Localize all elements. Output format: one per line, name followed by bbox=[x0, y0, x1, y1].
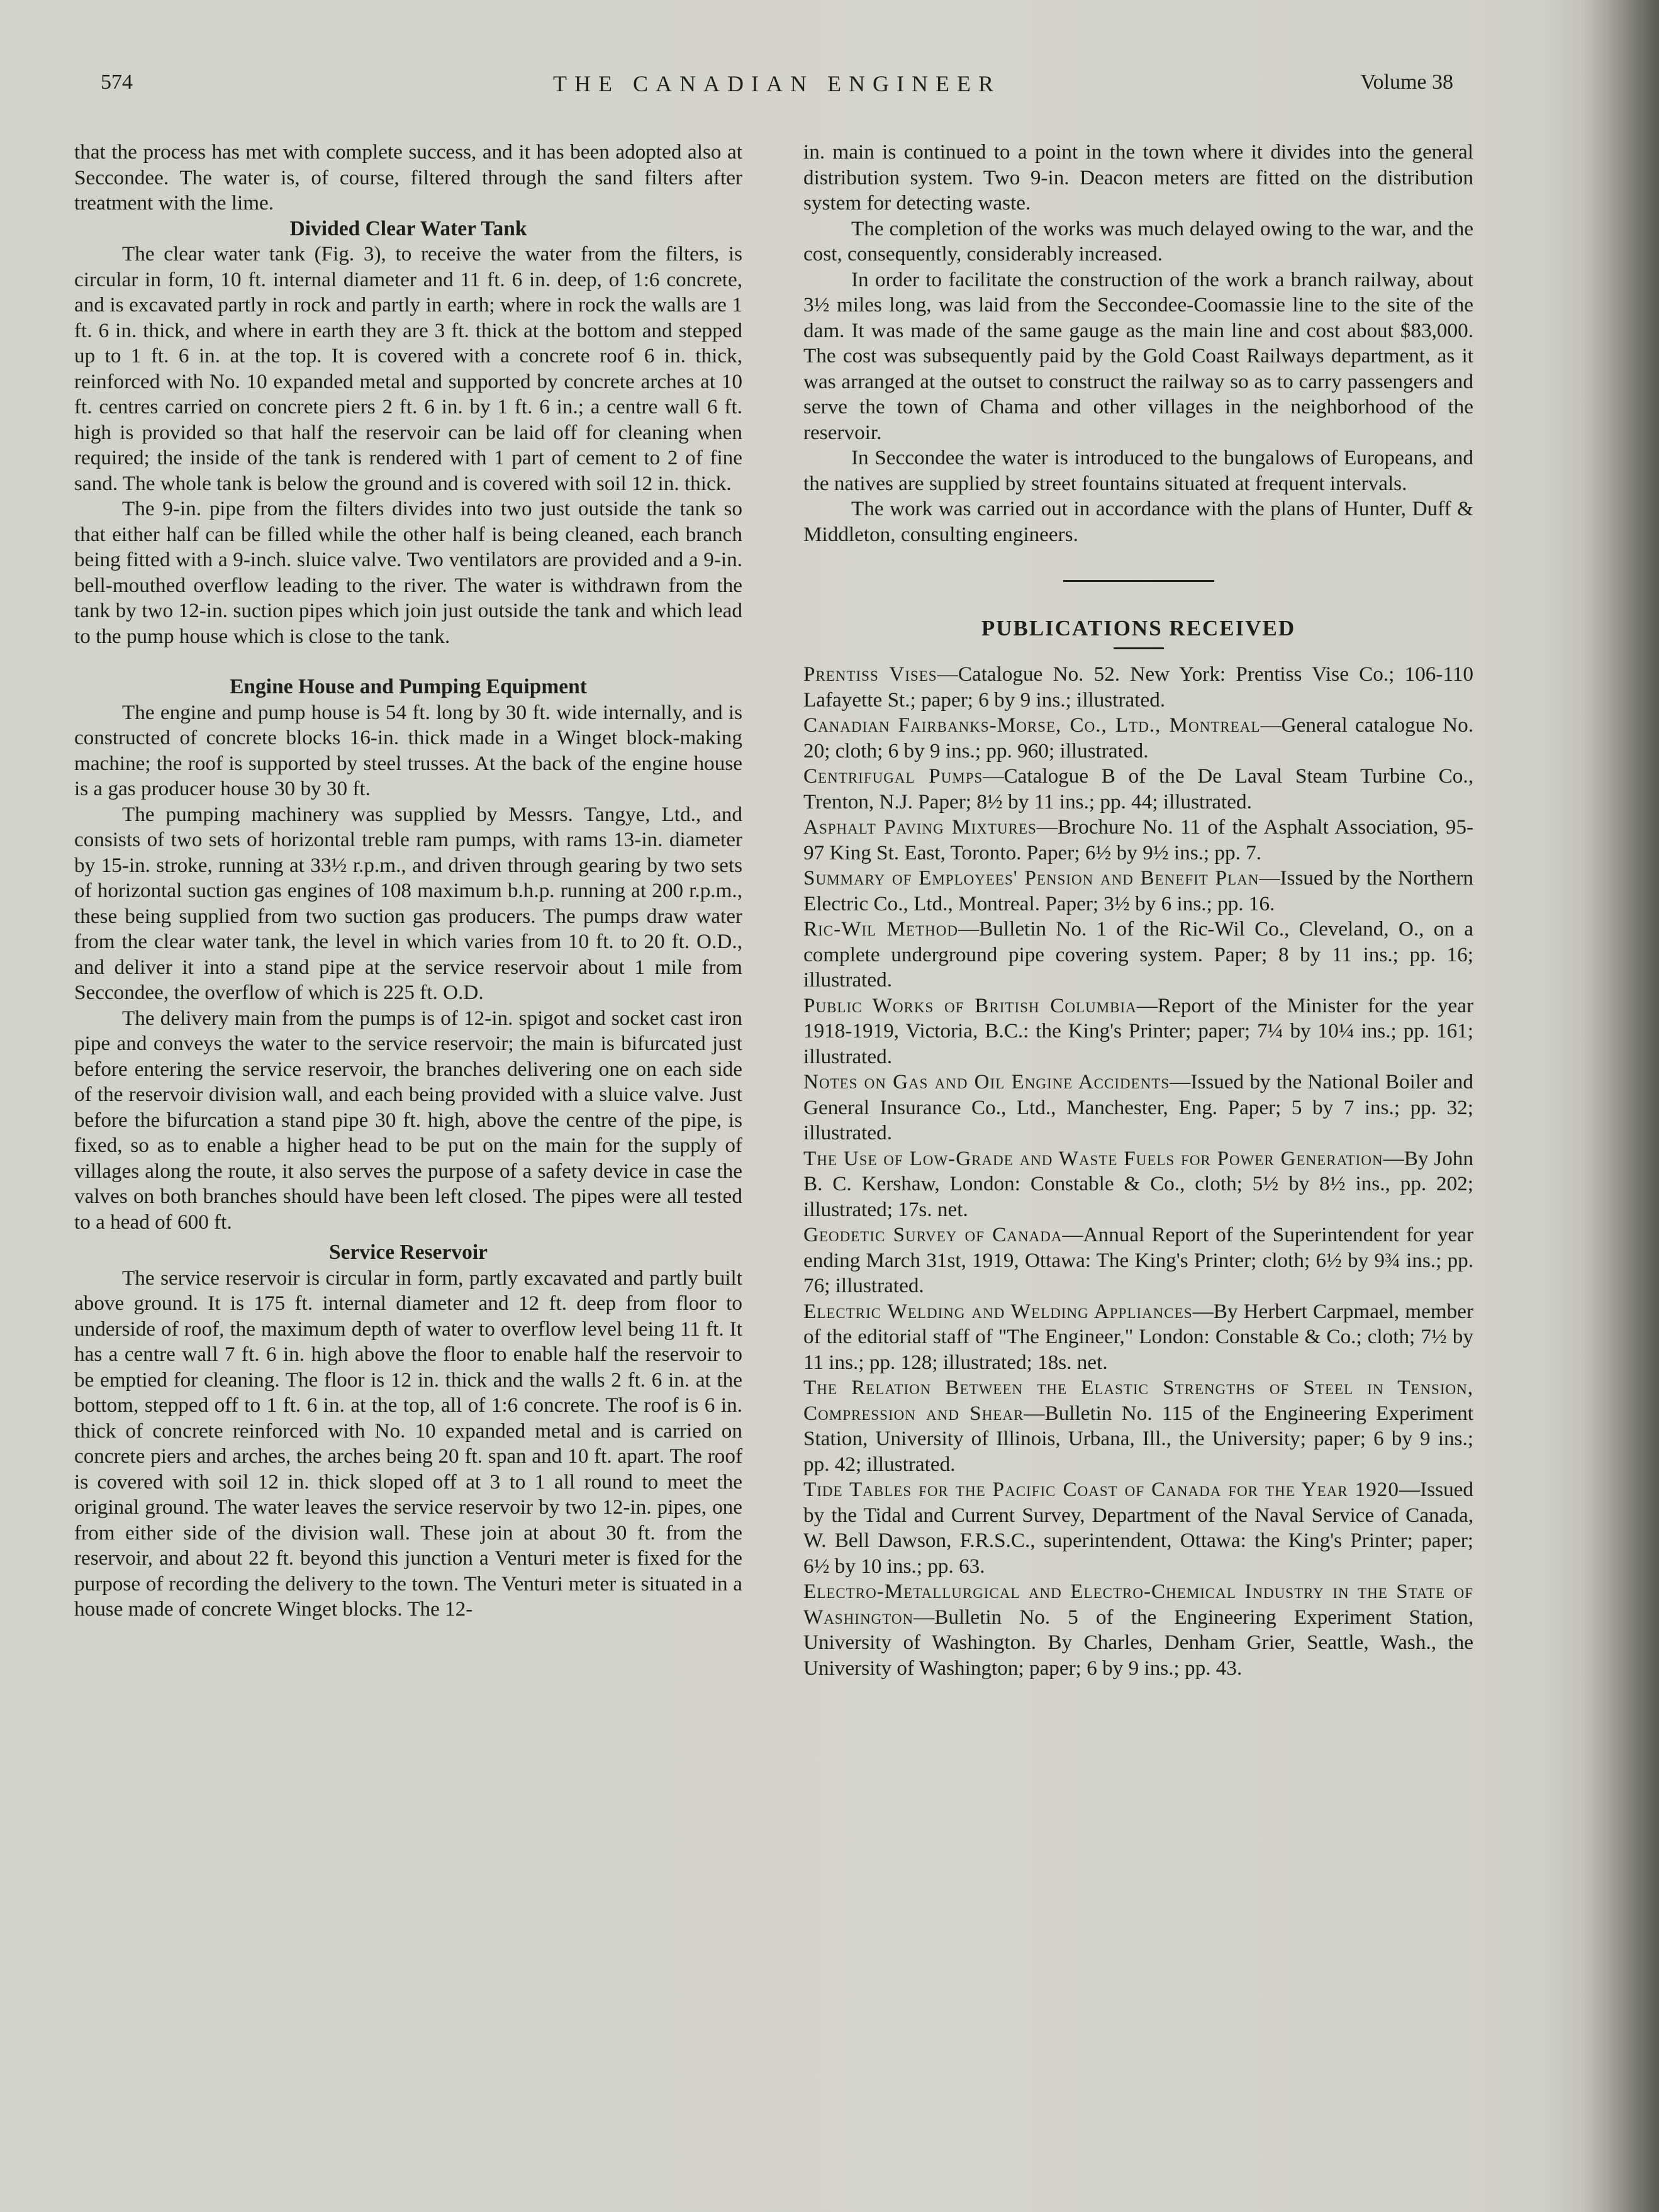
publication-entry bbox=[803, 662, 1473, 713]
paragraph: The engine and pump house is 54 ft. long by 30 ft. wide internally, and is constructed of concrete blocks 16-in. thick made in a Winget block-making machine; the roof is supported by steel trusses. At the back of the engine house is a gas producer house 30 by 30 ft. bbox=[74, 700, 742, 800]
publications-list bbox=[803, 662, 1473, 1681]
continuation-paragraph: in. main is continued to a point in the town where it divides into the general distribution system. Two 9-in. Deacon meters are fitted on the distribution system for detecting waste. bbox=[803, 140, 1473, 215]
publication-details: —Annual Report of the Superintendent for year ending March 31st, 1919, Ottawa: The King's Printer; cloth; 6½ by 9¾ ins.; pp. 76; illustrated. bbox=[803, 1223, 1473, 1297]
section-divider-rule bbox=[1063, 580, 1214, 582]
paragraph: The 9-in. pipe from the filters divides into two just outside the tank so that either half can be filled while the other half is being cleaned, each branch being fitted with a 9-inch. sluice valve. Two ventilators are provided and a 9-in. bell-mouthed overflow leading to the river. The water is withdrawn from the tank by two 12-in. suction pipes which join just outside the tank and which lead to the pump house which is close to the tank. bbox=[74, 497, 742, 648]
paragraph: The completion of the works was much delayed owing to the war, and the cost, consequently, considerably increased. bbox=[803, 216, 1473, 265]
heading-underline bbox=[1114, 647, 1164, 649]
paragraph: The service reservoir is circular in form, partly excavated and partly built above ground. It is 175 ft. internal diameter and 12 ft. deep from floor to underside of roof, the maximum depth of water to overflow level being 11 ft. It has a centre wall 7 ft. 6 in. high above the floor to enable half the reservoir to be emptied for cleaning. The floor is 12 in. thick and the walls 2 ft. 6 in. at the bottom, stepped off to 1 ft. 6 in. at the top, all of 1:6 concrete. The roof is 6 in. thick of concrete reinforced with No. 10 expanded metal and is carried on concrete piers and arches, the arches being 20 ft. span and 10 ft. apart. The roof is covered with soil 12 in. thick sloped off at 3 to 1 all round to meet the original ground. The water leaves the service reservoir by two 12-in. pipes, one from either side of the division wall. These join at about 30 ft. from the reservoir, and about 22 ft. beyond this junction a Venturi meter is fixed for the purpose of recording the delivery to the town. The Venturi meter is situated in a house made of concrete Winget blocks. The 12- bbox=[74, 1266, 742, 1621]
journal-title: THE CANADIAN ENGINEER bbox=[553, 71, 1001, 96]
intro-paragraph: that the process has met with complete success, and it has been adopted also at Seccondee. The water is, of course, filtered through the sand filters after treatment with the lime. bbox=[74, 140, 742, 215]
book-spine-shadow bbox=[1584, 0, 1659, 2212]
paragraph: In Seccondee the water is introduced to the bungalows of Europeans, and the natives are supplied by street fountains situated at frequent intervals. bbox=[803, 446, 1473, 495]
paragraph: The work was carried out in accordance with the plans of Hunter, Duff & Middleton, consulting engineers. bbox=[803, 497, 1473, 546]
publication-title: Summary of Employees' Pension and Benefit Plan bbox=[803, 866, 1260, 890]
publication-title: The Relation Between the Elastic Strengths of Steel in Tension, Compression and Shear bbox=[803, 1376, 1473, 1425]
publication-title: Centrifugal Pumps bbox=[803, 764, 983, 788]
publication-details: —Brochure No. 11 of the Asphalt Association, 95-97 King St. East, Toronto. Paper; 6½ by 9½ ins.; pp. 7. bbox=[803, 815, 1473, 864]
publication-entry bbox=[803, 1146, 1473, 1223]
publication-details: —Issued by the Northern Electric Co., Ltd., Montreal. Paper; 3½ by 6 ins.; pp. 16. bbox=[803, 866, 1473, 915]
running-header bbox=[101, 70, 1453, 108]
publication-title: Electro-Metallurgical and Electro-Chemical Industry in the State of Washington bbox=[803, 1580, 1473, 1629]
volume-label: Volume 38 bbox=[1360, 70, 1453, 94]
publication-title: Public Works of British Columbia bbox=[803, 993, 1137, 1017]
page-number: 574 bbox=[101, 70, 133, 94]
publication-entry bbox=[803, 1579, 1473, 1681]
paragraph: The delivery main from the pumps is of 12-in. spigot and socket cast iron pipe and conveys the water to the service reservoir; the main is bifurcated just before entering the service reservoir, the branches delivering one on each side of the reservoir division wall, and each being provided with a sluice valve. Just before the bifurcation a stand pipe 30 ft. high, above the centre of the pipe, is fixed, so as to enable a higher head to be put on the main for the supply of villages along the route, it also serves the purpose of a safety device in case the valves on both branches should have been left closed. The pipes were all tested to a head of 600 ft. bbox=[74, 1006, 742, 1234]
section-heading-service-reservoir: Service Reservoir bbox=[328, 1241, 488, 1264]
section-heading-engine-house: Engine House and Pumping Equipment bbox=[230, 675, 587, 698]
publication-entry bbox=[803, 866, 1473, 917]
publication-entry bbox=[803, 1375, 1473, 1477]
paragraph: The pumping machinery was supplied by Messrs. Tangye, Ltd., and consists of two sets of horizontal treble ram pumps, with rams 13-in. diameter by 15-in. stroke, running at 33½ r.p.m., and driven through gearing by two sets of horizontal suction gas engines of 108 maximum b.h.p. running at 200 r.p.m., these being supplied from two suction gas producers. The pumps draw water from the clear water tank, the level in which varies from 10 ft. to 20 ft. O.D., and deliver it into a stand pipe at the service reservoir about 1 mile from Seccondee, the overflow of which is 225 ft. O.D. bbox=[74, 802, 742, 1004]
publication-title: Notes on Gas and Oil Engine Accidents bbox=[803, 1070, 1170, 1093]
publication-entry bbox=[803, 1070, 1473, 1146]
section-heading-clear-water-tank: Divided Clear Water Tank bbox=[289, 216, 527, 240]
publication-entry bbox=[803, 713, 1473, 764]
publication-details: —Catalogue No. 52. New York: Prentiss Vise Co.; 106-110 Lafayette St.; paper; 6 by 9 ins.; illustrated. bbox=[803, 662, 1473, 712]
publication-details: —Catalogue B of the De Laval Steam Turbine Co., Trenton, N.J. Paper; 8½ by 11 ins.; pp. 44; illustrated. bbox=[803, 764, 1473, 813]
publication-title: Electric Welding and Welding Appliances bbox=[803, 1299, 1193, 1323]
publication-details: —Issued by the National Boiler and General Insurance Co., Ltd., Manchester, Eng. Paper; 5 by 7 ins.; pp. 32; illustrated. bbox=[803, 1070, 1473, 1144]
publication-details: —Bulletin No. 5 of the Engineering Experiment Station, University of Washington. By Charles, Denham Grier, Seattle, Wash., the University of Washington; paper; 6 by 9 ins.; pp. 43. bbox=[803, 1605, 1473, 1680]
publication-details: —Bulletin No. 115 of the Engineering Experiment Station, University of Illinois, Urbana, Ill., the University; paper; 6 by 9 ins.; pp. 42; illustrated. bbox=[803, 1401, 1473, 1476]
publication-title: The Use of Low-Grade and Waste Fuels for Power Generation bbox=[803, 1146, 1383, 1170]
publication-entry bbox=[803, 993, 1473, 1070]
publication-entry bbox=[803, 764, 1473, 815]
publication-title: Prentiss Vises bbox=[803, 662, 937, 686]
left-column bbox=[74, 140, 742, 1623]
publication-entry bbox=[803, 1477, 1473, 1579]
publication-details: —Issued by the Tidal and Current Survey, Department of the Naval Service of Canada, W. Bell Dawson, F.R.S.C., superintendent, Ottawa: the King's Printer; paper; 6½ by 10 ins.; pp. 63. bbox=[803, 1478, 1473, 1578]
publications-heading: PUBLICATIONS RECEIVED bbox=[981, 616, 1296, 640]
publication-title: Asphalt Paving Mixtures bbox=[803, 815, 1037, 839]
publication-entry bbox=[803, 815, 1473, 866]
paragraph: In order to facilitate the construction of the work a branch railway, about 3½ miles long, was laid from the Seccondee-Coomassie line to the site of the dam. It was made of the same gauge as the main line and cost about $83,000. The cost was subsequently paid by the Gold Coast Railways department, as it was arranged at the outset to construct the railway so as to carry passengers and serve the town of Chama and other villages in the neighborhood of the reservoir. bbox=[803, 267, 1473, 444]
publication-details: —Report of the Minister for the year 1918-1919, Victoria, B.C.: the King's Printer; paper; 7¼ by 10¼ ins.; pp. 161; illustrated. bbox=[803, 993, 1473, 1068]
right-column bbox=[803, 140, 1473, 1681]
publication-details: —By John B. C. Kershaw, London: Constable & Co., cloth; 5½ by 8½ ins., pp. 202; illustrated; 17s. net. bbox=[803, 1146, 1473, 1221]
publication-entry bbox=[803, 1299, 1473, 1376]
publication-title: Canadian Fairbanks-Morse, Co., Ltd., Montreal bbox=[803, 713, 1261, 737]
publication-details: —General catalogue No. 20; cloth; 6 by 9 ins.; pp. 960; illustrated. bbox=[803, 713, 1473, 762]
publication-title: Tide Tables for the Pacific Coast of Canada for the Year 1920 bbox=[803, 1478, 1399, 1501]
publication-entry bbox=[803, 917, 1473, 993]
publication-details: —Bulletin No. 1 of the Ric-Wil Co., Cleveland, O., on a complete underground pipe covering system. Paper; 8 by 11 ins.; pp. 16; illustrated. bbox=[803, 917, 1473, 991]
paragraph: The clear water tank (Fig. 3), to receive the water from the filters, is circular in form, 10 ft. internal diameter and 11 ft. 6 in. deep, of 1:6 concrete, and is excavated partly in rock and partly in earth; where in rock the walls are 1 ft. 6 in. thick, and where in earth they are 3 ft. thick at the bottom and stepped up to 1 ft. 6 in. at the top. It is covered with a concrete roof 6 in. thick, reinforced with No. 10 expanded metal and supported by concrete arches at 10 ft. centres carried on concrete piers 2 ft. 6 in. by 1 ft. 6 in.; a centre wall 6 ft. high is provided so that half the reservoir can be laid off for cleaning when required; the inside of the tank is rendered with 1 part of cement to 2 of fine sand. The whole tank is below the ground and is covered with soil 12 in. thick. bbox=[74, 242, 742, 495]
publication-details: —By Herbert Carpmael, member of the editorial staff of "The Engineer," London: Constable & Co.; cloth; 7½ by 11 ins.; pp. 128; illustrated; 18s. net. bbox=[803, 1299, 1473, 1374]
publication-title: Ric-Wil Method bbox=[803, 917, 958, 941]
publication-entry bbox=[803, 1222, 1473, 1299]
publication-title: Geodetic Survey of Canada bbox=[803, 1223, 1063, 1246]
